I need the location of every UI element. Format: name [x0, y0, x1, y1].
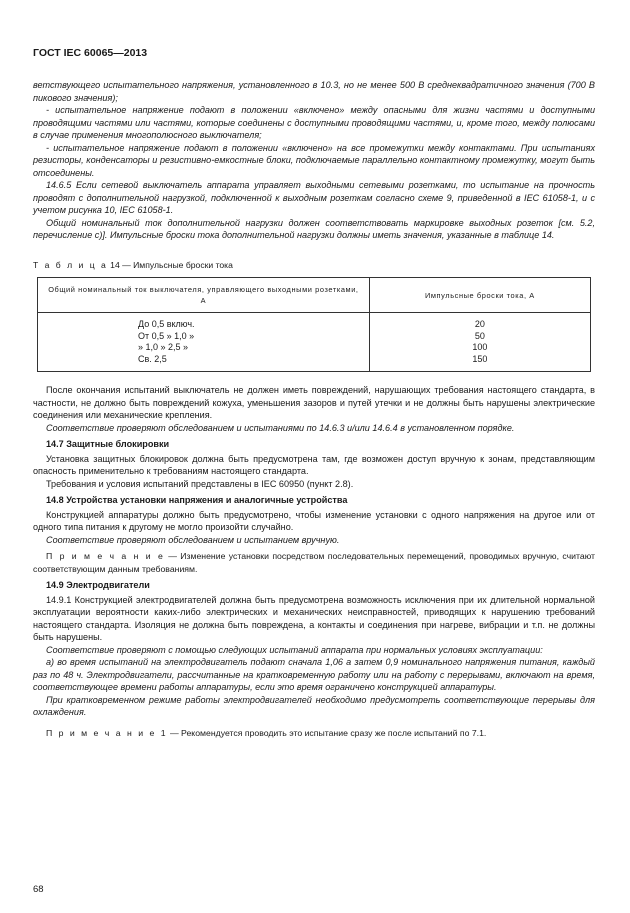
paragraph: ветствующего испытательного напряжения, установленного в 10.3, но не менее 500 В среднеквадратичного значения (700 В пикового значения);	[33, 80, 595, 103]
paragraph: Общий номинальный ток дополнительной нагрузки должен соответствовать маркировке выходных розеток [см. 5.2, перечисление с)]. Импульсные броски тока дополнительной нагрузки должны иметь значения, указанные в таблице 14.	[33, 217, 595, 240]
paragraph: а) во время испытаний на электродвигатель подают сначала 1,06 а затем 0,9 номинального напряжения питания, каждый раз по 48 ч. Электродвигатели, рассчитанные на кратковременную работу или на работу с перерывами, включают на время, соответствующее времени работы аппаратуры, если это время ограничено конструкцией аппаратуры.	[33, 657, 595, 692]
note-label: П р и м е ч а н и е	[46, 551, 165, 561]
paragraph: После окончания испытаний выключатель не должен иметь повреждений, нарушающих требования настоящего стандарта, в частности, не должно быть повреждений кожуха, уменьшения зазоров и путей утечки и не должны быть нарушены электрические соединения или механические крепления.	[33, 385, 595, 420]
table-caption	[33, 259, 595, 272]
paragraph: Конструкцией аппаратуры должно быть предусмотрено, чтобы изменение установки с одного напряжения на другое или от одного типа питания к другому не могло произойти случайно.	[33, 509, 595, 532]
table-caption-label: Т а б л и ц а	[33, 259, 108, 270]
paragraph: - испытательное напряжение подают в положении «включено» между опасными для жизни частями и доступными проводящими частями или частями, которые соединены с доступными проводящими частями, и, кроме того, между полюсами в случае применения многополюсного выключателя;	[33, 105, 595, 140]
paragraph: 14.6.5 Если сетевой выключатель аппарата управляет выходными сетевыми розетками, то испытание на прочность проводят с дополнительной нагрузкой, подключенной к выходным розеткам согласно схеме 9, приведенной в IEC 61058-1, и с учетом рисунка 10, IEC 61058-1.	[33, 180, 595, 215]
surge-value: 20	[474, 319, 485, 329]
current-value: До 0,5 включ.	[138, 319, 195, 329]
surge-value: 150	[472, 353, 488, 364]
current-value: Св. 2,5	[138, 353, 167, 364]
section-heading: 14.9 Электродвигатели	[46, 580, 150, 590]
column-header: Общий номинальный ток выключателя, управляющего выходными розетками, А	[38, 278, 370, 313]
note	[33, 550, 595, 575]
paragraph: Соответствие проверяют обследованием и испытаниями по 14.6.3 и/или 14.6.4 в установленном порядке.	[46, 422, 515, 433]
table-cell	[369, 313, 590, 372]
surge-value: 100	[472, 342, 488, 352]
column-header: Импульсные броски тока, А	[369, 278, 590, 313]
page-number: 68	[33, 884, 44, 895]
surge-current-table	[37, 277, 591, 372]
paragraph: - испытательное напряжение подают в положении «включено» на все промежутки между контактами. При испытаниях резисторы, конденсаторы и резистивно-емкостные блоки, подключаемые параллельно контактному промежутку, могут быть отсоединены.	[33, 142, 595, 178]
note-label: П р и м е ч а н и е 1	[46, 727, 168, 738]
paragraph: Соответствие проверяют обследованием и испытанием вручную.	[46, 534, 340, 545]
document-header: ГОСТ IEC 60065—2013	[33, 47, 148, 59]
note	[33, 727, 595, 740]
current-value: » 1,0 » 2,5 »	[138, 342, 189, 352]
surge-value: 50	[474, 330, 485, 341]
note-text: — Изменение установки посредством последовательных перемещений, проводимых вручную, считают соответствующим данным требованиям.	[33, 551, 595, 574]
table-header-row	[38, 278, 591, 313]
section-heading: 14.8 Устройства установки напряжения и аналогичные устройства	[46, 495, 348, 505]
paragraph: Установка защитных блокировок должна быть предусмотрена там, где возможен доступ вручную к зонам, представляющим опасность применительно к требованиям настоящего стандарта.	[33, 453, 595, 476]
paragraph: Соответствие проверяют с помощью следующих испытаний аппарата при нормальных условиях эксплуатации:	[46, 644, 543, 655]
paragraph: При кратковременном режиме работы электродвигателей необходимо предусмотреть соответствующие перерывы для охлаждения.	[33, 694, 595, 717]
page-content	[33, 79, 595, 739]
table-caption-text: 14 — Импульсные броски тока	[107, 259, 233, 270]
paragraph: 14.9.1 Конструкцией электродвигателей должна быть предусмотрена возможность исключения при их длительной нормальной эксплуатации вероятности каких-либо электрических и механических неисправностей, приводящих к нарушению требований настоящего стандарта. Изоляция не должна быть повреждена, а контакты и соединения при нагреве, вибрации и т.п. не должны быть нарушены.	[33, 594, 595, 642]
paragraph: Требования и условия испытаний представлены в IEC 60950 (пункт 2.8).	[46, 478, 354, 489]
note-text: — Рекомендуется проводить это испытание сразу же после испытаний по 7.1.	[167, 727, 487, 738]
section-heading: 14.7 Защитные блокировки	[46, 439, 170, 449]
table-row	[38, 313, 591, 372]
table-cell	[38, 313, 370, 372]
current-value: От 0,5 » 1,0 »	[138, 330, 195, 341]
